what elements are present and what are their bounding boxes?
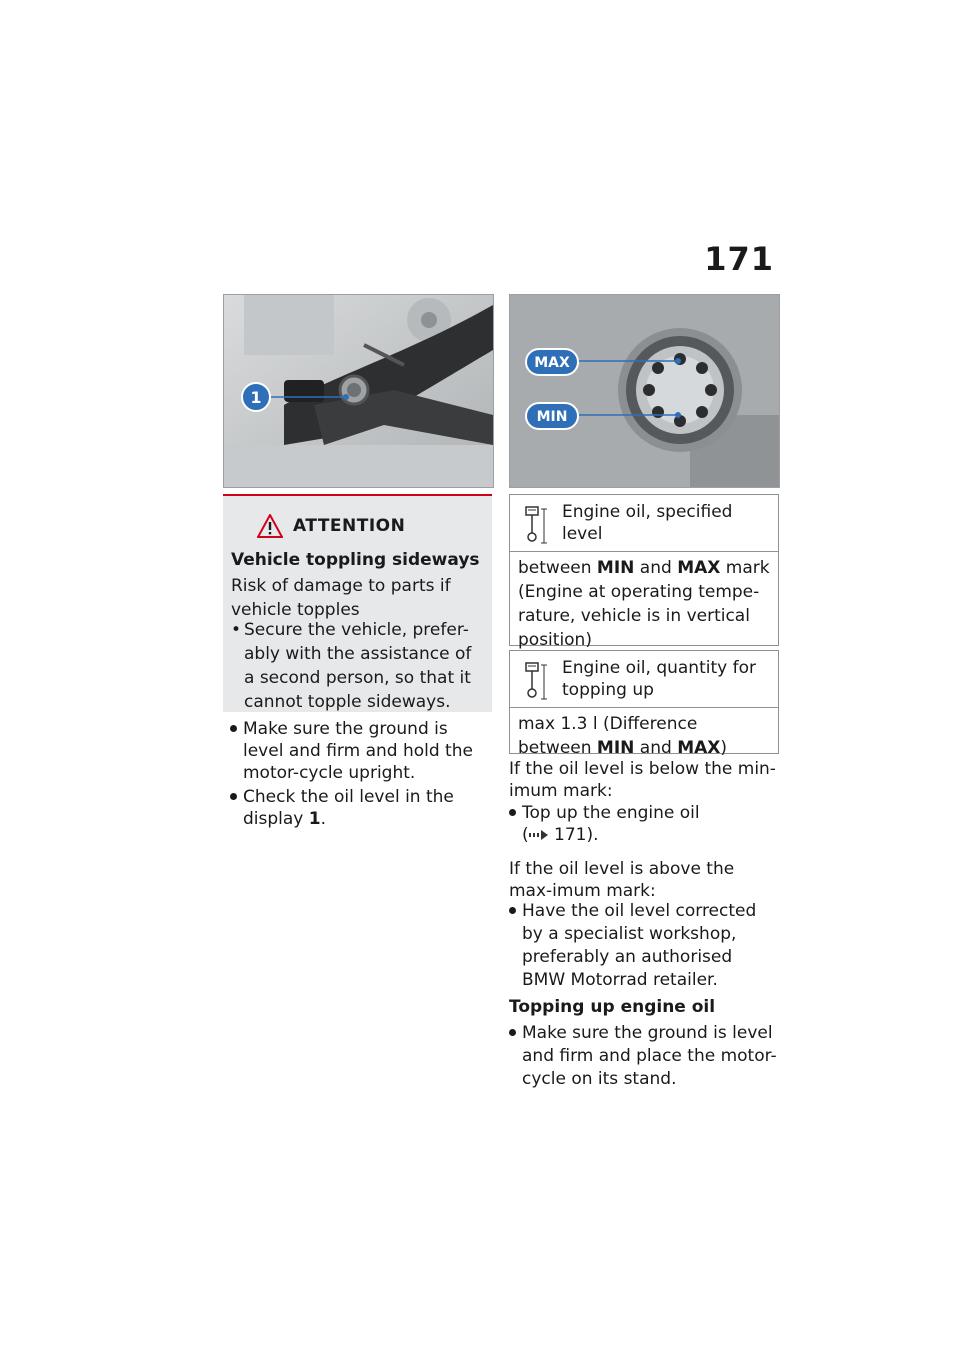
attention-subtitle: Vehicle toppling sideways <box>231 550 480 570</box>
callout-reference: 1 <box>308 809 321 829</box>
max-callout: MAX <box>534 355 570 371</box>
min-callout: MIN <box>536 409 568 425</box>
step-text: Make sure the ground is level and firm and place the motor-cycle on its stand. <box>522 1023 777 1089</box>
warning-triangle-icon <box>257 514 283 538</box>
topping-steps <box>509 1022 777 1093</box>
above-max-intro: If the oil level is above the max-imum mark: <box>509 859 735 901</box>
page-reference[interactable]: ( 171). <box>522 825 599 845</box>
spec-topping-quantity <box>509 650 779 758</box>
oil-dipstick-icon <box>524 659 550 703</box>
list-item <box>509 802 777 846</box>
above-max-steps <box>509 900 771 994</box>
spec-value: between MIN and MAX mark (Engine at operating tempe-rature, vehicle is in vertical position) <box>518 558 770 650</box>
attention-title: ATTENTION <box>293 516 406 536</box>
spec-header <box>510 495 778 552</box>
engine-oil-display-photo <box>223 294 494 488</box>
oil-sight-glass-photo <box>509 294 780 488</box>
section-heading: Topping up engine oil <box>509 997 716 1017</box>
spec-value: max 1.3 l (Difference between MIN and MAX) <box>518 714 728 758</box>
below-min-intro: If the oil level is below the min-imum mark: <box>509 759 776 801</box>
attention-bullet: • Secure the vehicle, prefer-ably with the assistance of a second person, so that it cannot topple sideways. <box>231 618 486 714</box>
oil-check-steps <box>230 718 492 832</box>
step-text: Make sure the ground is level and firm and hold the motor-cycle upright. <box>243 719 473 783</box>
list-item: Check the oil level in the display 1. <box>230 786 492 830</box>
attention-box <box>223 494 492 712</box>
list-item <box>230 718 492 784</box>
bullet-dot <box>230 793 237 800</box>
list-item <box>509 1022 777 1091</box>
page-ref-arrow-icon <box>529 829 549 841</box>
list-item <box>509 900 771 992</box>
attention-text: Risk of damage to parts if vehicle topples <box>231 576 451 620</box>
step-text: Check the oil level in the display <box>243 787 454 829</box>
callout-1: 1 <box>250 388 262 407</box>
step-text: Have the oil level corrected by a specialist workshop, preferably an authorised BMW Motorrad retailer. <box>522 901 757 990</box>
oil-dipstick-icon <box>524 503 550 547</box>
bullet-dot <box>230 725 237 732</box>
below-min-steps <box>509 802 777 848</box>
bullet-dot <box>509 907 516 914</box>
spec-label: Engine oil, quantity for topping up <box>562 658 756 700</box>
bullet-dot <box>509 1029 516 1036</box>
page-number: 171 <box>704 240 774 278</box>
sight-glass-illustration <box>510 295 779 487</box>
bullet-dot <box>509 809 516 816</box>
spec-header <box>510 651 778 708</box>
attention-header <box>257 514 405 538</box>
spec-label: Engine oil, specified level <box>562 502 733 544</box>
spec-specified-level <box>509 494 779 650</box>
step-text: Top up the engine oil <box>522 803 700 823</box>
attention-bullet-text: Secure the vehicle, prefer-ably with the assistance of a second person, so that it cannot topple sideways. <box>244 620 472 712</box>
engine-photo-illustration <box>224 295 493 487</box>
